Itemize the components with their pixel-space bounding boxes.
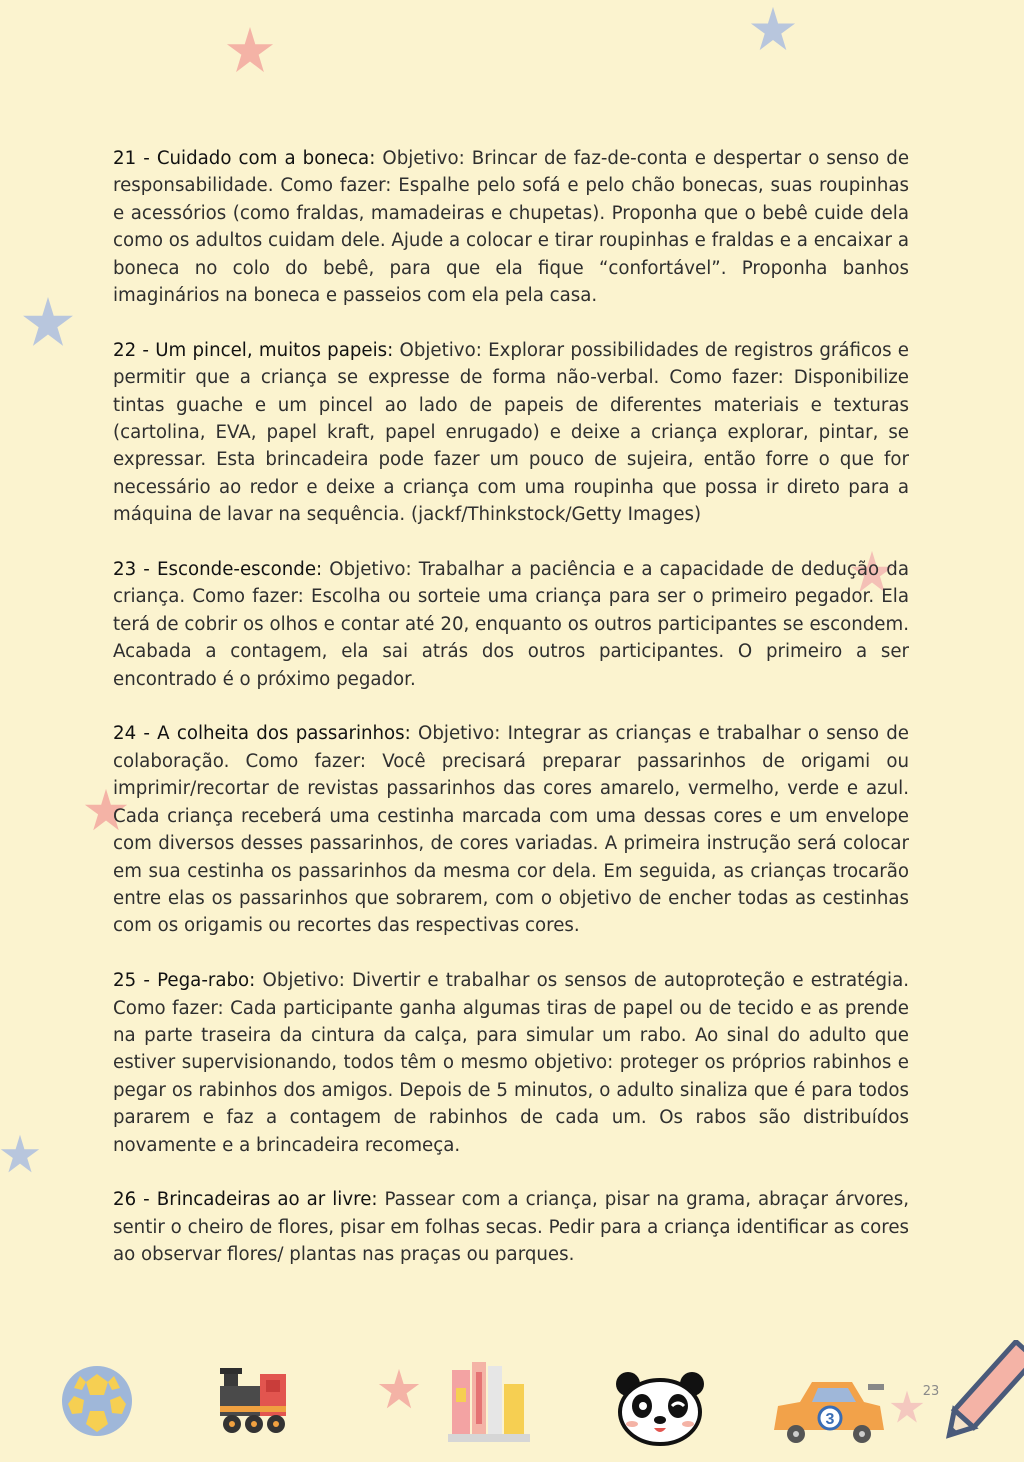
race-car-icon (768, 1374, 888, 1444)
activity-26 (113, 1186, 909, 1268)
panda-icon (614, 1370, 706, 1446)
activity-23 (113, 556, 909, 693)
toy-train-icon (216, 1366, 290, 1438)
activity-body: Objetivo: Brincar de faz-de-conta e despertar o senso de responsabilidade. Como fazer: Espalhe pelo sofá e pelo chão bonecas, suas roupinhas e acessórios (como fraldas, mamadeiras e chupetas). Proponha que o bebê cuide dela como os adultos cuidam dele. Ajude a colocar e tirar roupinhas e fraldas e a encaixar a boneca no colo do bebê, para que ela fique “confortável”. Proponha banhos imaginários na boneca e passeios com ela pela casa. (113, 148, 910, 307)
books-icon (448, 1358, 530, 1442)
activity-24 (113, 720, 909, 939)
activity-title: 24 - A colheita dos passarinhos: (113, 723, 411, 745)
activity-body: Objetivo: Divertir e trabalhar os sensos de autoproteção e estratégia. Como fazer: Cada participante ganha algumas tiras de papel ou de tecido e as prende na parte traseira da cintura da calça, para simular um rabo. Ao sinal do adulto que estiver supervisionando, todos têm o mesmo objetivo: proteger os próprios rabinhos e pegar os rabinhos dos amigos. Depois de 5 minutos, o adulto sinaliza que é para todos pararem e faz a contagem de rabinhos de cada um. Os rabos são distribuídos novamente e a brincadeira recomeça. (113, 970, 909, 1156)
activity-title: 21 - Cuidado com a boneca: (113, 148, 376, 169)
activity-21 (113, 145, 909, 309)
activity-25 (113, 967, 909, 1159)
pencil-icon (944, 1340, 1024, 1450)
svg-text:3: 3 (825, 1411, 835, 1428)
activity-22 (113, 337, 909, 529)
star-icon (226, 26, 274, 74)
star-icon (750, 6, 796, 52)
activity-title: 26 - Brincadeiras ao ar livre: (113, 1189, 378, 1211)
star-icon (22, 296, 74, 348)
activity-title: 25 - Pega-rabo: (113, 970, 256, 992)
page-number: 23 (922, 1384, 940, 1399)
star-icon (378, 1368, 420, 1410)
star-icon (0, 1134, 40, 1174)
activity-title: 23 - Esconde-esconde: (113, 559, 323, 581)
activity-body: Objetivo: Integrar as crianças e trabalhar o senso de colaboração. Como fazer: Você precisará preparar passarinhos de origami ou imprimir/recortar de revistas passarinhos das cores amarelo, vermelho, verde e azul. Cada criança receberá uma cestinha marcada com uma dessas cores e um envelope com diversos desses passarinhos, de cores variadas. A primeira instrução será colocar em sua cestinha os passarinhos da mesma cor dela. Em seguida, as crianças trocarão entre elas os passarinhos que sobrarem, com o objetivo de encher todas as cestinhas com os origamis ou recortes das respectivas cores. (113, 723, 909, 937)
activities-list (113, 145, 909, 1296)
activity-title: 22 - Um pincel, muitos papeis: (113, 339, 394, 361)
activity-body: Passear com a criança, pisar na grama, abraçar árvores, sentir o cheiro de flores, pisar em folhas secas. Pedir para a criança identificar as cores ao observar flores/ plantas nas praças ou parques. (113, 1189, 909, 1266)
soccer-ball-icon (60, 1364, 134, 1438)
activity-body: Objetivo: Trabalhar a paciência e a capacidade de dedução da criança. Como fazer: Escolha ou sorteie uma criança para ser o primeiro pegador. Ela terá de cobrir os olhos e contar até 20, enquanto os outros participantes se escondem. Acabada a contagem, ela sai atrás dos outros participantes. O primeiro a ser encontrado é o próximo pegador. (113, 559, 909, 690)
activity-body: Objetivo: Explorar possibilidades de registros gráficos e permitir que a criança se expresse de forma não-verbal. Como fazer: Disponibilize tintas guache e um pincel ao lado de papeis de diferentes materiais e texturas (cartolina, EVA, papel kraft, papel enrugado) e deixe a criança explorar, pintar, se expressar. Esta brincadeira pode fazer um pouco de sujeira, então forre o que for necessário ao redor e deixe a criança com uma roupinha que possa ir direto para a máquina de lavar na sequência. (jackf/Thinkstock/Getty Images) (113, 339, 909, 526)
